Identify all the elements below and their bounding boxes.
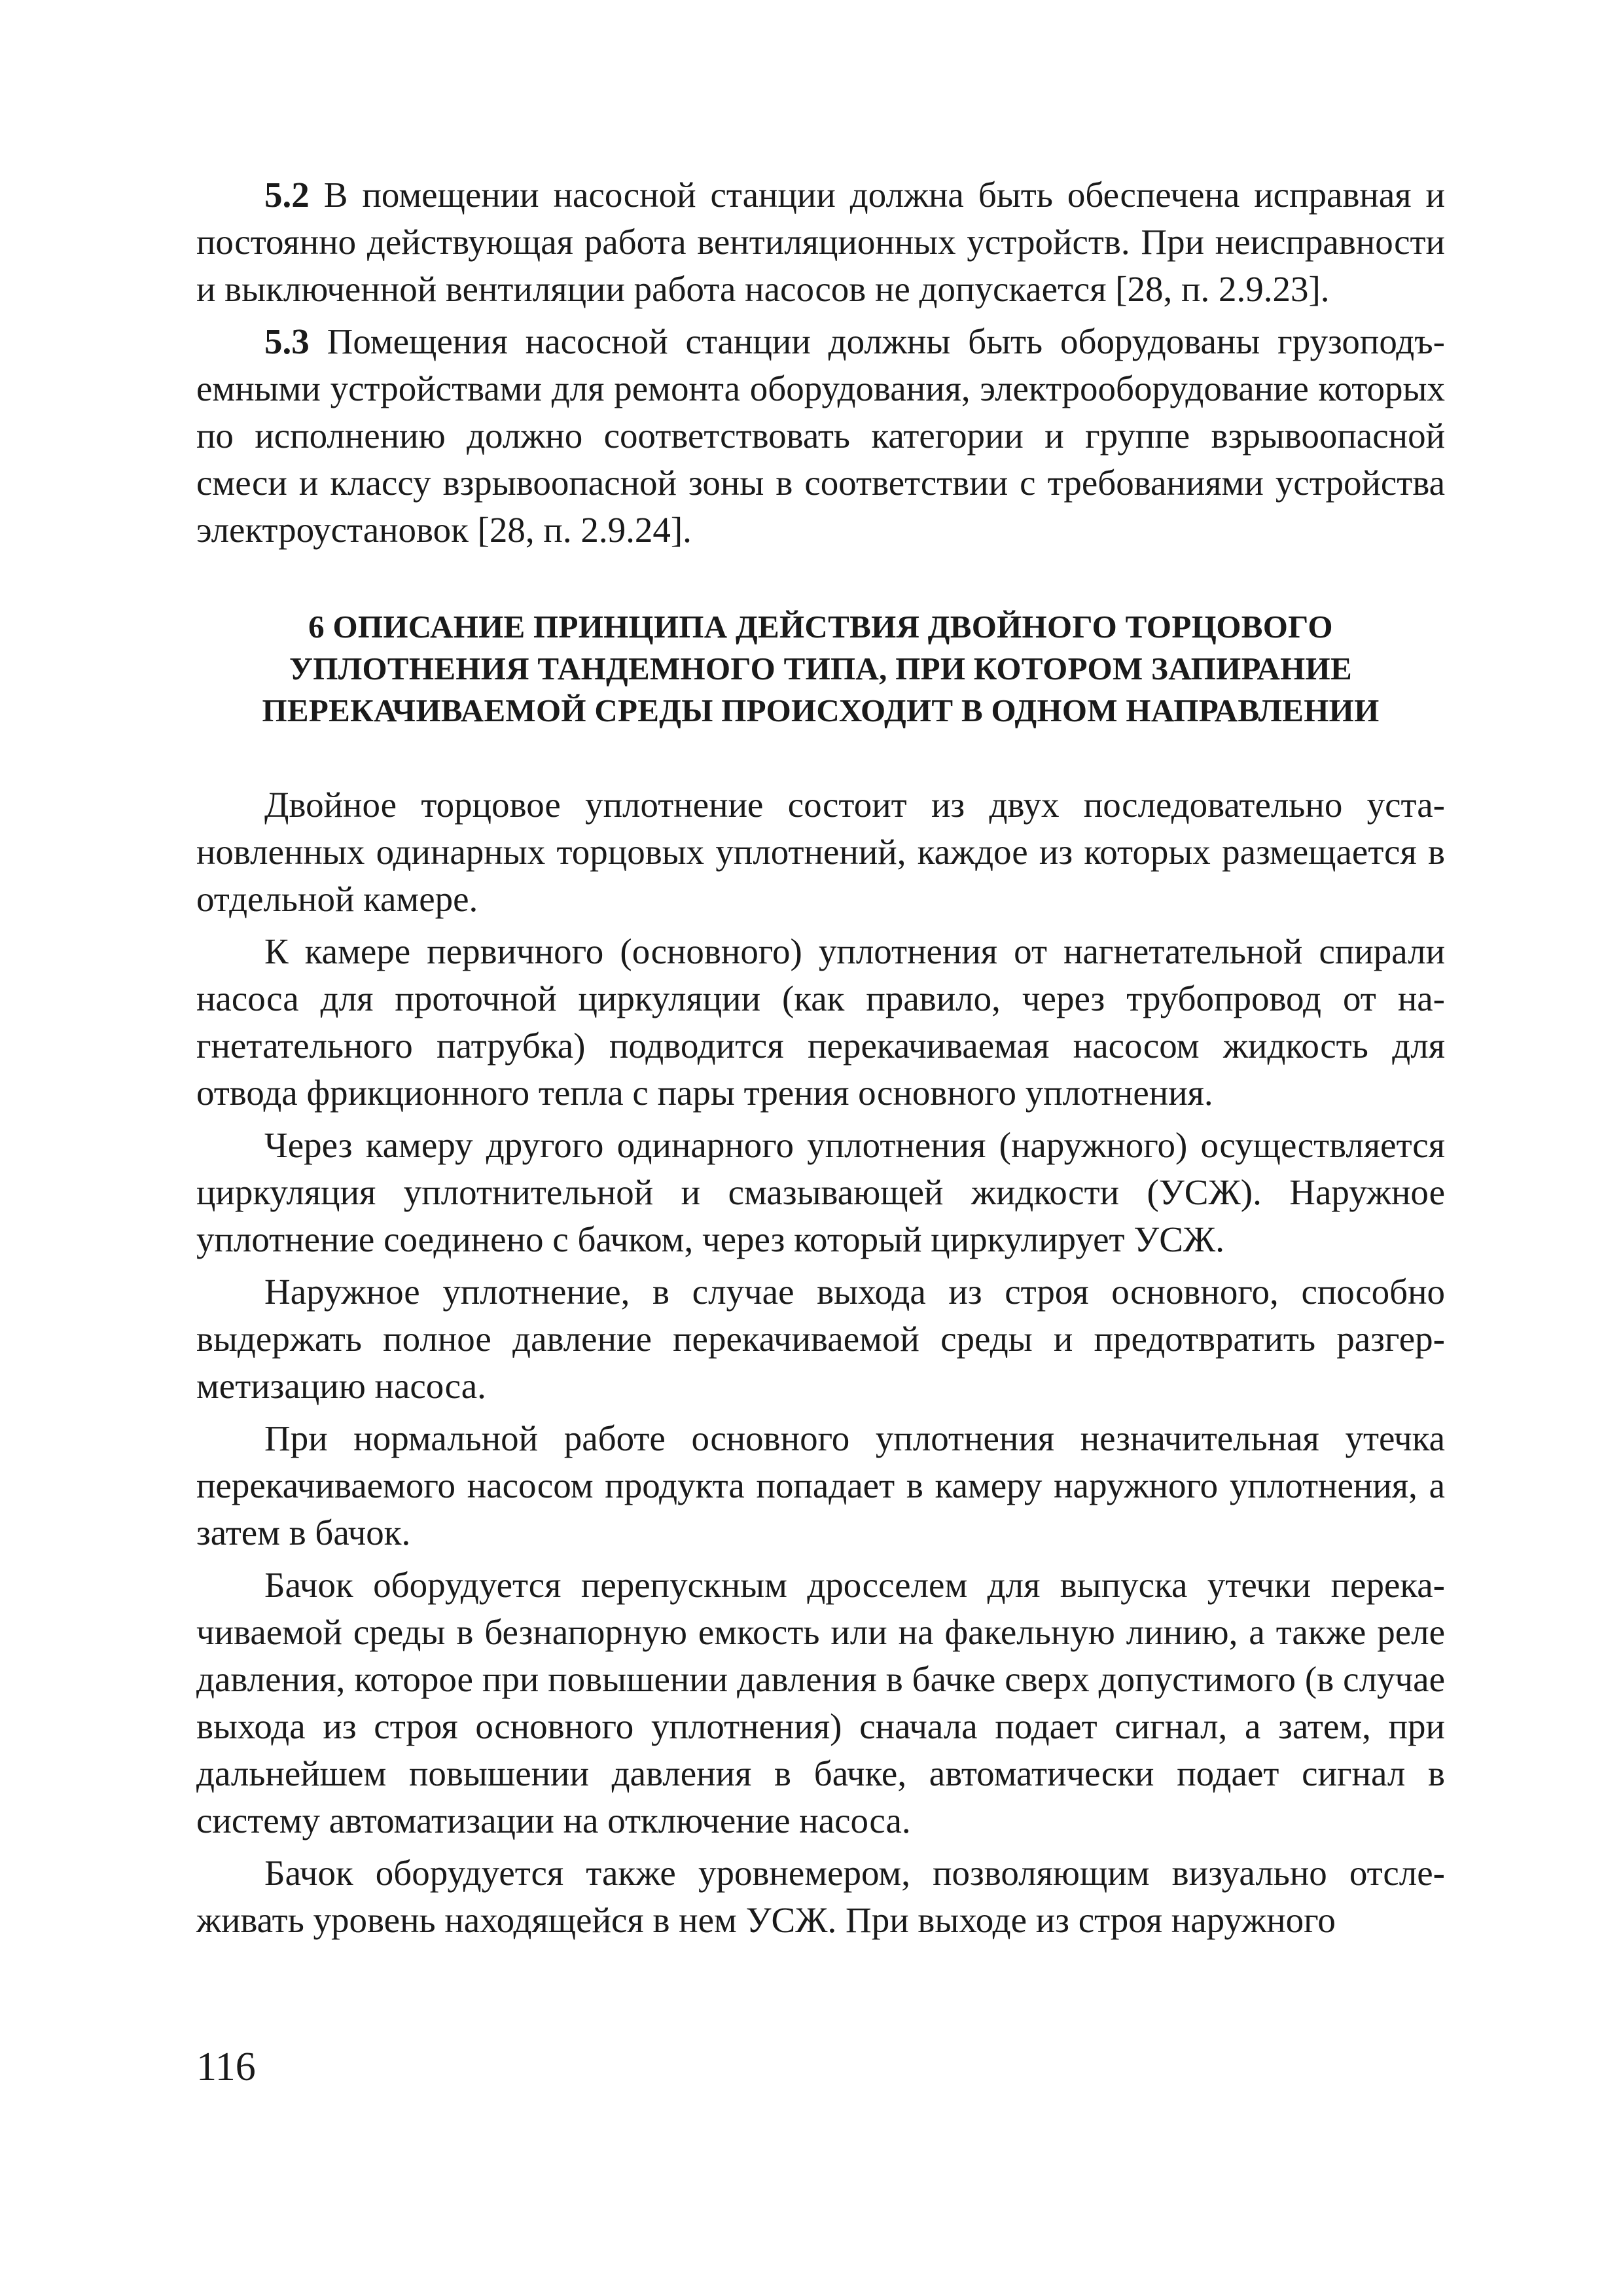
paragraph: К камере первичного (основного) уплотнения от нагнетательной спирали насоса для проточной циркуляции (как правило, через трубопровод от нагнетательного патрубка) подводится перекачиваемая насосом жидкость для отвода фрикционного тепла с пары трения основного уплотнения. bbox=[196, 931, 1445, 1113]
section-number: 5.2 bbox=[264, 175, 310, 215]
paragraph-text: Помещения насосной станции должны быть оборудованы грузоподъемными устройствами для ремонта оборудования, электрооборудование которых по исполнению должно соответствовать категории и группе взрывоопасной смеси и классу взрывоопасной зоны в соответствии с требованиями устройства электроустановок [28, п. 2.9.24]. bbox=[196, 321, 1445, 550]
section-heading bbox=[196, 606, 1445, 732]
paragraph: Бачок оборудуется перепускным дросселем для выпуска утечки перекачиваемой среды в безнапорную емкость или на факельную линию, а также реле давления, которое при повышении давления в бачке сверх допустимого (в случае выхода из строя основного уплотнения) сначала подает сигнал, а затем, при дальнейшем повышении давления в бачке, автоматически подает сигнал в систему автоматизации на отключение насоса. bbox=[196, 1565, 1445, 1840]
paragraph: Наружное уплотнение, в случае выхода из строя основного, способно выдержать полное давление перекачиваемой среды и предотвратить разгерметизацию насоса. bbox=[196, 1272, 1445, 1406]
paragraph: При нормальной работе основного уплотнения незначительная утечка перекачиваемого насосом продукта попадает в камеру наружного уплотнения, а затем в бачок. bbox=[196, 1418, 1445, 1552]
document-page bbox=[196, 171, 1445, 1944]
paragraph: Через камеру другого одинарного уплотнения (наружного) осуществляется циркуляция уплотнительной и смазывающей жидкости (УСЖ). Наружное уплотнение соединено с бачком, через который циркулирует УСЖ. bbox=[196, 1125, 1445, 1259]
section-number: 5.3 bbox=[264, 321, 310, 361]
paragraph-text: В помещении насосной станции должна быть обеспечена исправная и постоянно действующая работа вентиляционных устройств. При неисправности и выключенной вентиляции работа насосов не допускается [28, п. 2.9.23]. bbox=[196, 175, 1445, 309]
page-number: 116 bbox=[196, 2045, 256, 2089]
paragraph-5-3 bbox=[196, 318, 1445, 554]
paragraph: Бачок оборудуется также уровнемером, позволяющим визуально отслеживать уровень находящейся в нем УСЖ. При выходе из строя наружного bbox=[196, 1853, 1445, 1940]
heading-line: 6 ОПИСАНИЕ ПРИНЦИПА ДЕЙСТВИЯ ДВОЙНОГО ТОРЦОВОГО bbox=[308, 609, 1333, 645]
heading-line: УПЛОТНЕНИЯ ТАНДЕМНОГО ТИПА, ПРИ КОТОРОМ ЗАПИРАНИЕ bbox=[289, 651, 1352, 687]
heading-line: ПЕРЕКАЧИВАЕМОЙ СРЕДЫ ПРОИСХОДИТ В ОДНОМ НАПРАВЛЕНИИ bbox=[262, 692, 1380, 728]
paragraph-5-2 bbox=[196, 171, 1445, 313]
paragraph: Двойное торцовое уплотнение состоит из двух последовательно установленных одинарных торцовых уплотнений, каждое из которых размещается в отдельной камере. bbox=[196, 785, 1445, 919]
